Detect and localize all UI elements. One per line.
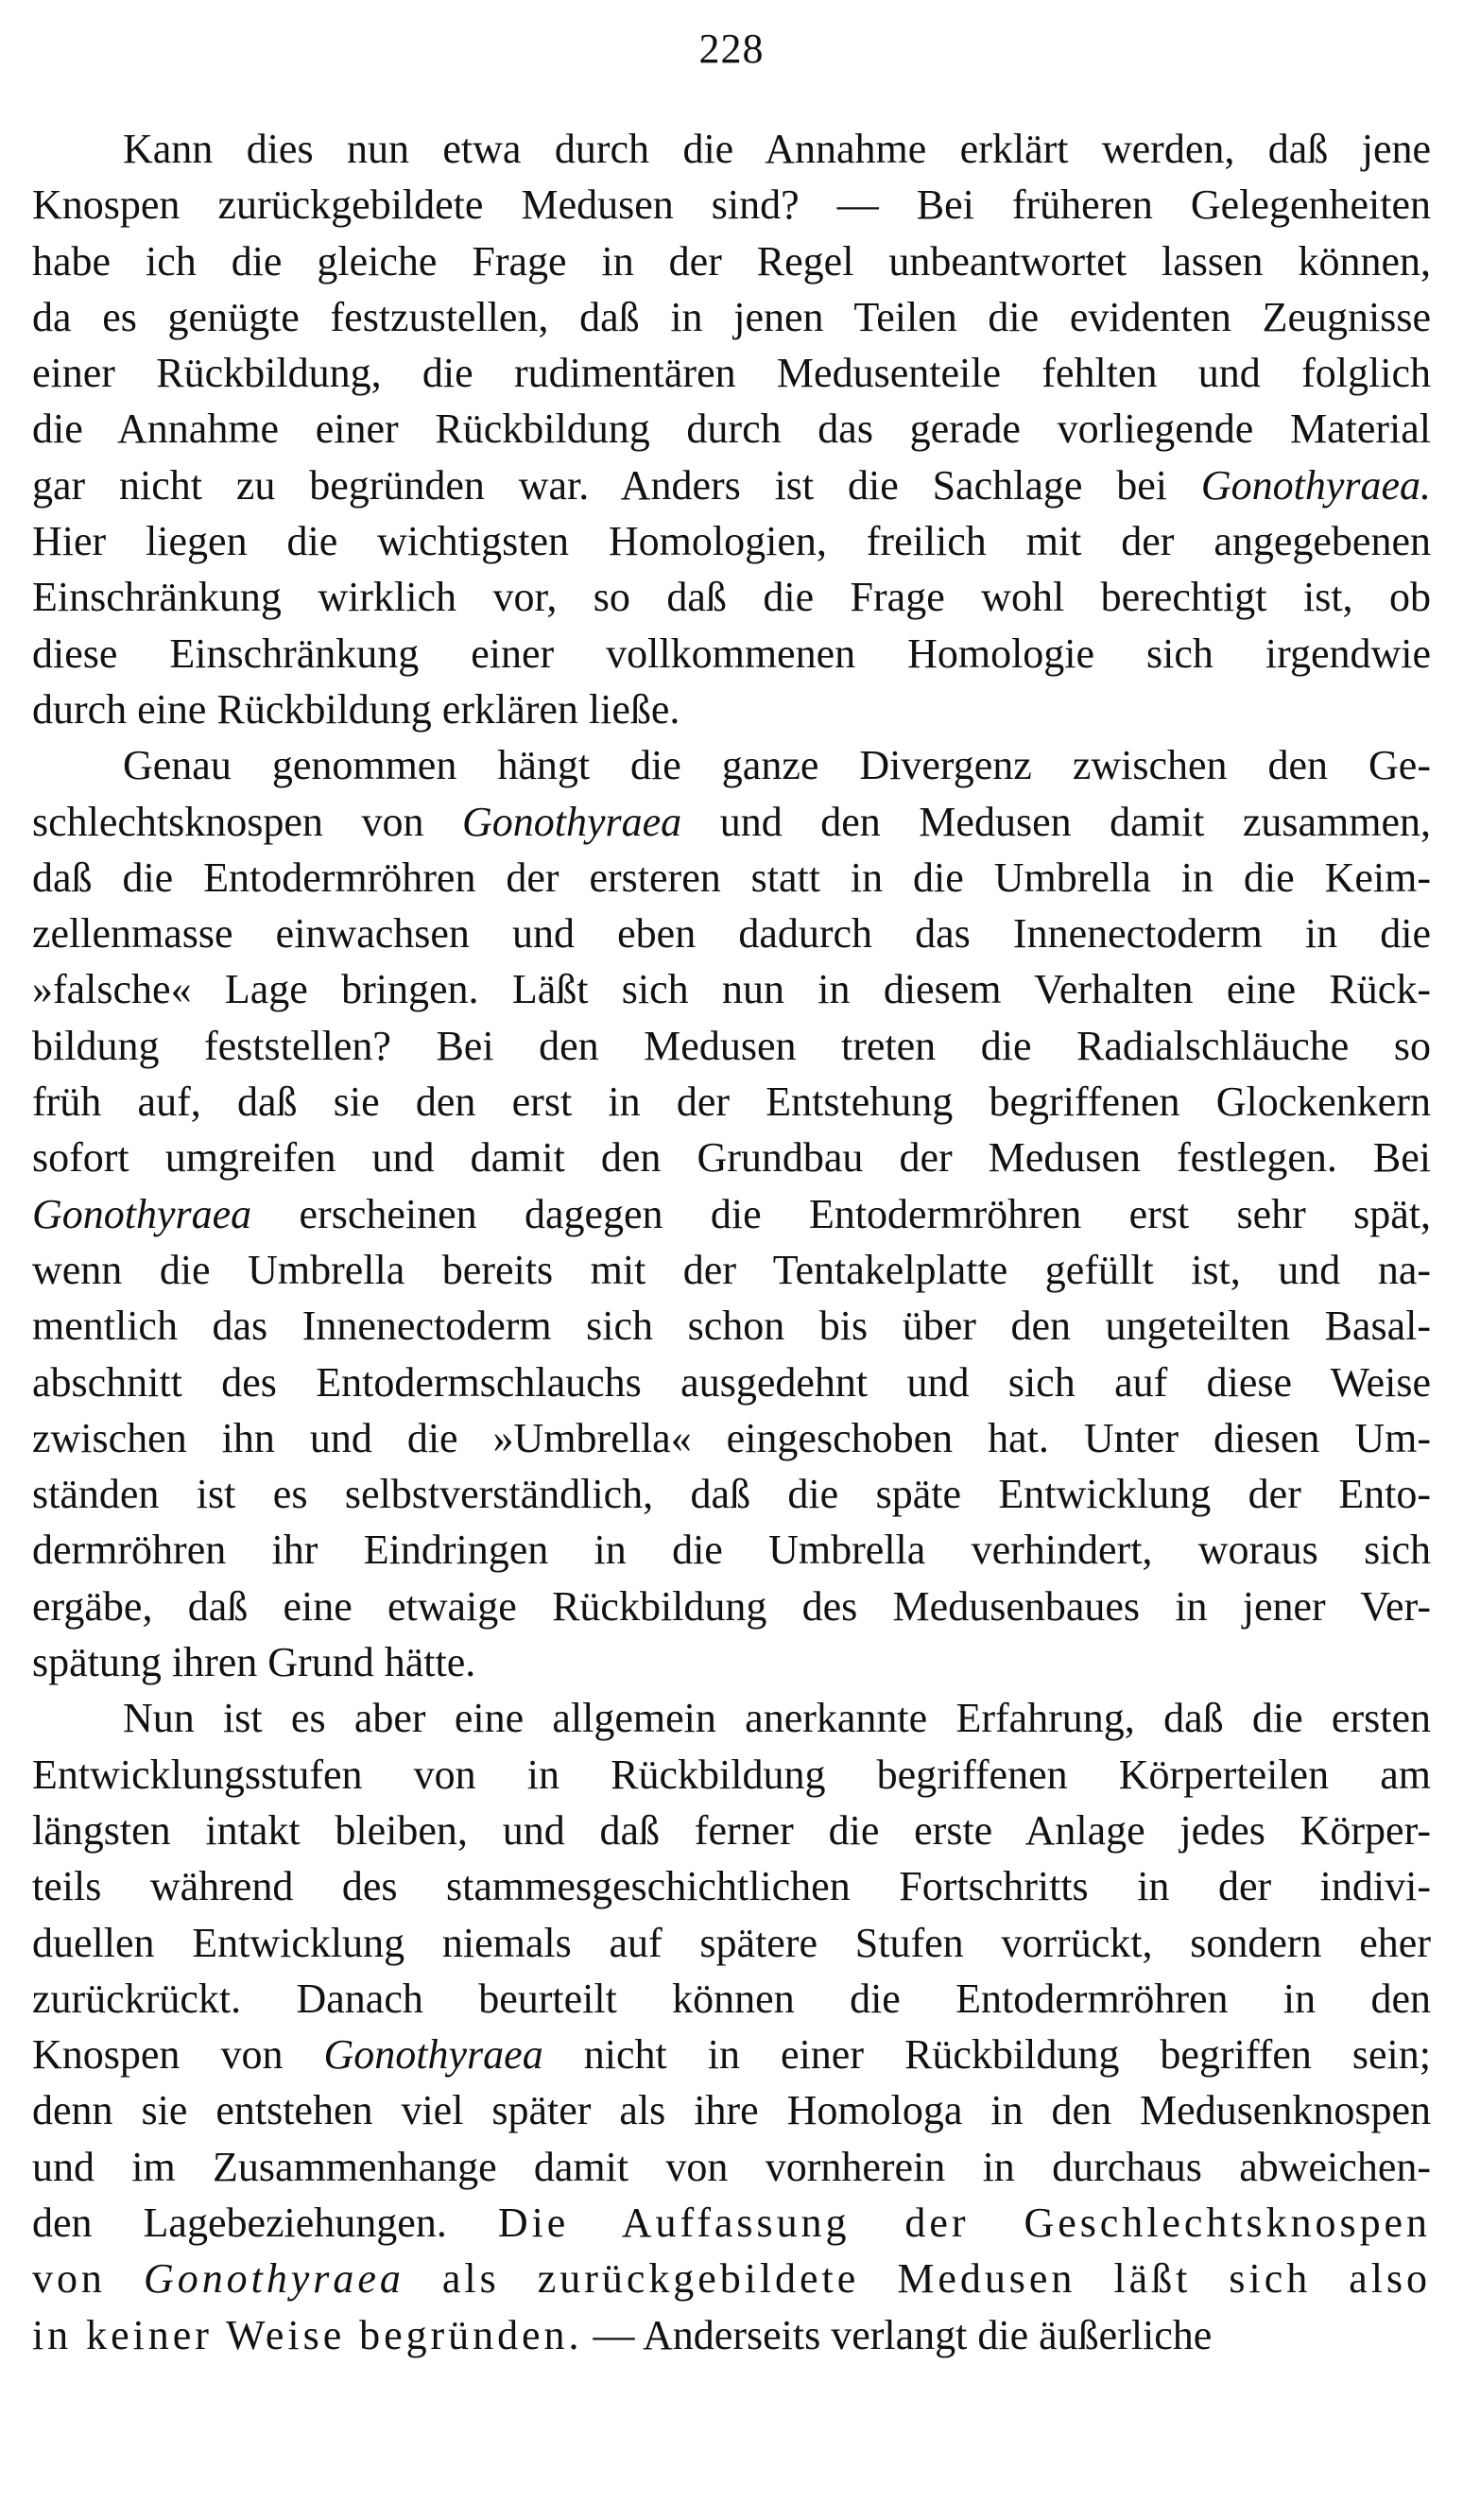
- text-line: [32, 233, 1431, 289]
- text-line: [32, 1971, 1431, 2027]
- text-segment: zurückrückt. Danach beurteilt können die Entodermröhren in den: [32, 1975, 1431, 2022]
- text-segment: ergäbe, daß eine etwaige Rückbildung des Medusenbaues in jener Ver-: [32, 1582, 1431, 1630]
- italic-taxon-name: Gonothyraea.: [1200, 461, 1431, 509]
- text-line: [32, 289, 1431, 345]
- text-line: [32, 513, 1431, 569]
- text-segment: dermröhren ihr Eindringen in die Umbrella verhindert, woraus sich: [32, 1527, 1431, 1574]
- text-segment: Nun ist es aber eine allgemein anerkannte Erfahrung, daß die ersten: [123, 1695, 1431, 1742]
- text-segment: — Anderseits verlangt die äußerliche: [582, 2311, 1213, 2358]
- text-segment: »falsche« Lage bringen. Läßt sich nun in diesem Verhalten eine Rück-: [32, 966, 1431, 1013]
- text-segment: Knospen von: [32, 2031, 324, 2079]
- text-line: [32, 457, 1431, 513]
- text-segment: als zurückgebildete Medusen läßt sich also: [404, 2255, 1431, 2303]
- text-segment: in keiner Weise begründen.: [32, 2311, 583, 2358]
- text-segment: spätung ihren Grund hätte.: [32, 1639, 476, 1686]
- text-segment: zwischen ihn und die »Umbrella« eingeschoben hat. Unter diesen Um-: [32, 1414, 1431, 1461]
- text-segment: Knospen zurückgebildete Medusen sind? — Bei früheren Gelegenheiten: [32, 181, 1431, 229]
- text-line: [32, 2027, 1431, 2082]
- text-line: [32, 737, 1431, 793]
- text-segment: diese Einschränkung einer vollkommenen Homologie sich irgendwie: [32, 630, 1431, 677]
- text-segment: duellen Entwicklung niemals auf spätere Stufen vorrückt, sondern eher: [32, 1919, 1431, 1966]
- paragraph: [32, 737, 1431, 1690]
- text-line: [32, 345, 1431, 401]
- text-segment: Hier liegen die wichtigsten Homologien, freilich mit der angegebenen: [32, 518, 1431, 565]
- text-segment: nicht in einer Rückbildung begriffen sein;: [542, 2031, 1431, 2079]
- paragraph: [32, 121, 1431, 737]
- text-line: [32, 1242, 1431, 1298]
- text-line: [32, 1466, 1431, 1522]
- text-segment: erscheinen dagegen die Entodermröhren erst sehr spät,: [251, 1190, 1431, 1237]
- text-line: [32, 1410, 1431, 1466]
- italic-taxon-name: Gonothyraea: [32, 1190, 252, 1237]
- text-line: [32, 2251, 1431, 2306]
- text-segment: mentlich das Innenectoderm sich schon bis über den ungeteilten Basal-: [32, 1303, 1431, 1350]
- text-segment: bildung feststellen? Bei den Medusen treten die Radialschläuche so: [32, 1022, 1431, 1069]
- text-segment: Genau genommen hängt die ganze Divergenz zwischen den Ge-: [123, 742, 1431, 789]
- text-line: [32, 961, 1431, 1017]
- text-line: [32, 1018, 1431, 1074]
- text-line: [32, 1858, 1431, 1914]
- text-segment: Die Auffassung der Geschlechtsknospen: [497, 2199, 1431, 2246]
- text-segment: daß die Entodermröhren der ersteren statt in die Umbrella in die Keim-: [32, 854, 1431, 901]
- text-segment: wenn die Umbrella bereits mit der Tentakelplatte gefüllt ist, und na-: [32, 1246, 1431, 1293]
- text-line: [32, 794, 1431, 850]
- text-segment: und den Medusen damit zusammen,: [681, 798, 1431, 845]
- page-number: 228: [698, 26, 765, 72]
- text-segment: von: [32, 2255, 145, 2303]
- text-line: [32, 682, 1431, 737]
- italic-taxon-name: Gonothyraea: [144, 2255, 404, 2303]
- text-segment: früh auf, daß sie den erst in der Entstehung begriffenen Glockenkern: [32, 1079, 1431, 1126]
- text-line: [32, 121, 1431, 177]
- text-line: [32, 2082, 1431, 2138]
- text-line: [32, 1747, 1431, 1803]
- text-segment: gar nicht zu begründen war. Anders ist die Sachlage bei: [32, 461, 1201, 509]
- text-segment: Entwicklungsstufen von in Rückbildung begriffenen Körperteilen am: [32, 1751, 1431, 1798]
- text-line: [32, 1579, 1431, 1634]
- italic-taxon-name: Gonothyraea: [462, 798, 682, 845]
- text-line: [32, 1915, 1431, 1971]
- text-segment: sofort umgreifen und damit den Grundbau der Medusen festlegen. Bei: [32, 1134, 1431, 1182]
- text-segment: längsten intakt bleiben, und daß ferner die erste Anlage jedes Körper-: [32, 1806, 1431, 1854]
- text-line: [32, 626, 1431, 682]
- text-segment: einer Rückbildung, die rudimentären Medusenteile fehlten und folglich: [32, 350, 1431, 397]
- text-segment: ständen ist es selbstverständlich, daß die späte Entwicklung der Ento-: [32, 1471, 1431, 1518]
- text-line: [32, 1522, 1431, 1578]
- text-segment: durch eine Rückbildung erklären ließe.: [32, 685, 680, 733]
- text-line: [32, 569, 1431, 625]
- text-segment: habe ich die gleiche Frage in der Regel unbeantwortet lassen können,: [32, 237, 1431, 285]
- text-line: [32, 1298, 1431, 1354]
- text-line: [32, 2307, 1431, 2363]
- paragraph: [32, 1690, 1431, 2363]
- text-line: [32, 1186, 1431, 1242]
- italic-taxon-name: Gonothyraea: [323, 2031, 543, 2079]
- text-line: [32, 1130, 1431, 1185]
- text-line: [32, 906, 1431, 961]
- text-segment: schlechtsknospen von: [32, 798, 462, 845]
- text-line: [32, 1690, 1431, 1746]
- text-line: [32, 177, 1431, 233]
- text-line: [32, 2139, 1431, 2195]
- text-line: [32, 401, 1431, 457]
- text-line: [32, 1634, 1431, 1690]
- text-segment: da es genügte festzustellen, daß in jenen Teilen die evidenten Zeugnisse: [32, 293, 1431, 340]
- text-line: [32, 1803, 1431, 1858]
- text-segment: Einschränkung wirklich vor, so daß die Frage wohl berechtigt ist, ob: [32, 574, 1431, 621]
- text-segment: die Annahme einer Rückbildung durch das gerade vorliegende Material: [32, 406, 1431, 453]
- text-segment: und im Zusammenhange damit von vornherein in durchaus abweichen-: [32, 2143, 1431, 2190]
- text-line: [32, 1355, 1431, 1410]
- text-segment: Kann dies nun etwa durch die Annahme erklärt werden, daß jene: [123, 126, 1431, 172]
- text-line: [32, 850, 1431, 906]
- text-segment: zellenmasse einwachsen und eben dadurch das Innenectoderm in die: [32, 910, 1431, 958]
- text-line: [32, 1074, 1431, 1130]
- text-segment: den Lagebeziehungen.: [32, 2199, 498, 2246]
- body-text: [32, 121, 1431, 2363]
- text-segment: teils während des stammesgeschichtlichen Fortschritts in der indivi-: [32, 1863, 1431, 1910]
- text-segment: denn sie entstehen viel später als ihre Homologa in den Medusenknospen: [32, 2087, 1431, 2134]
- text-line: [32, 2195, 1431, 2251]
- text-segment: abschnitt des Entodermschlauchs ausgedehnt und sich auf diese Weise: [32, 1358, 1431, 1406]
